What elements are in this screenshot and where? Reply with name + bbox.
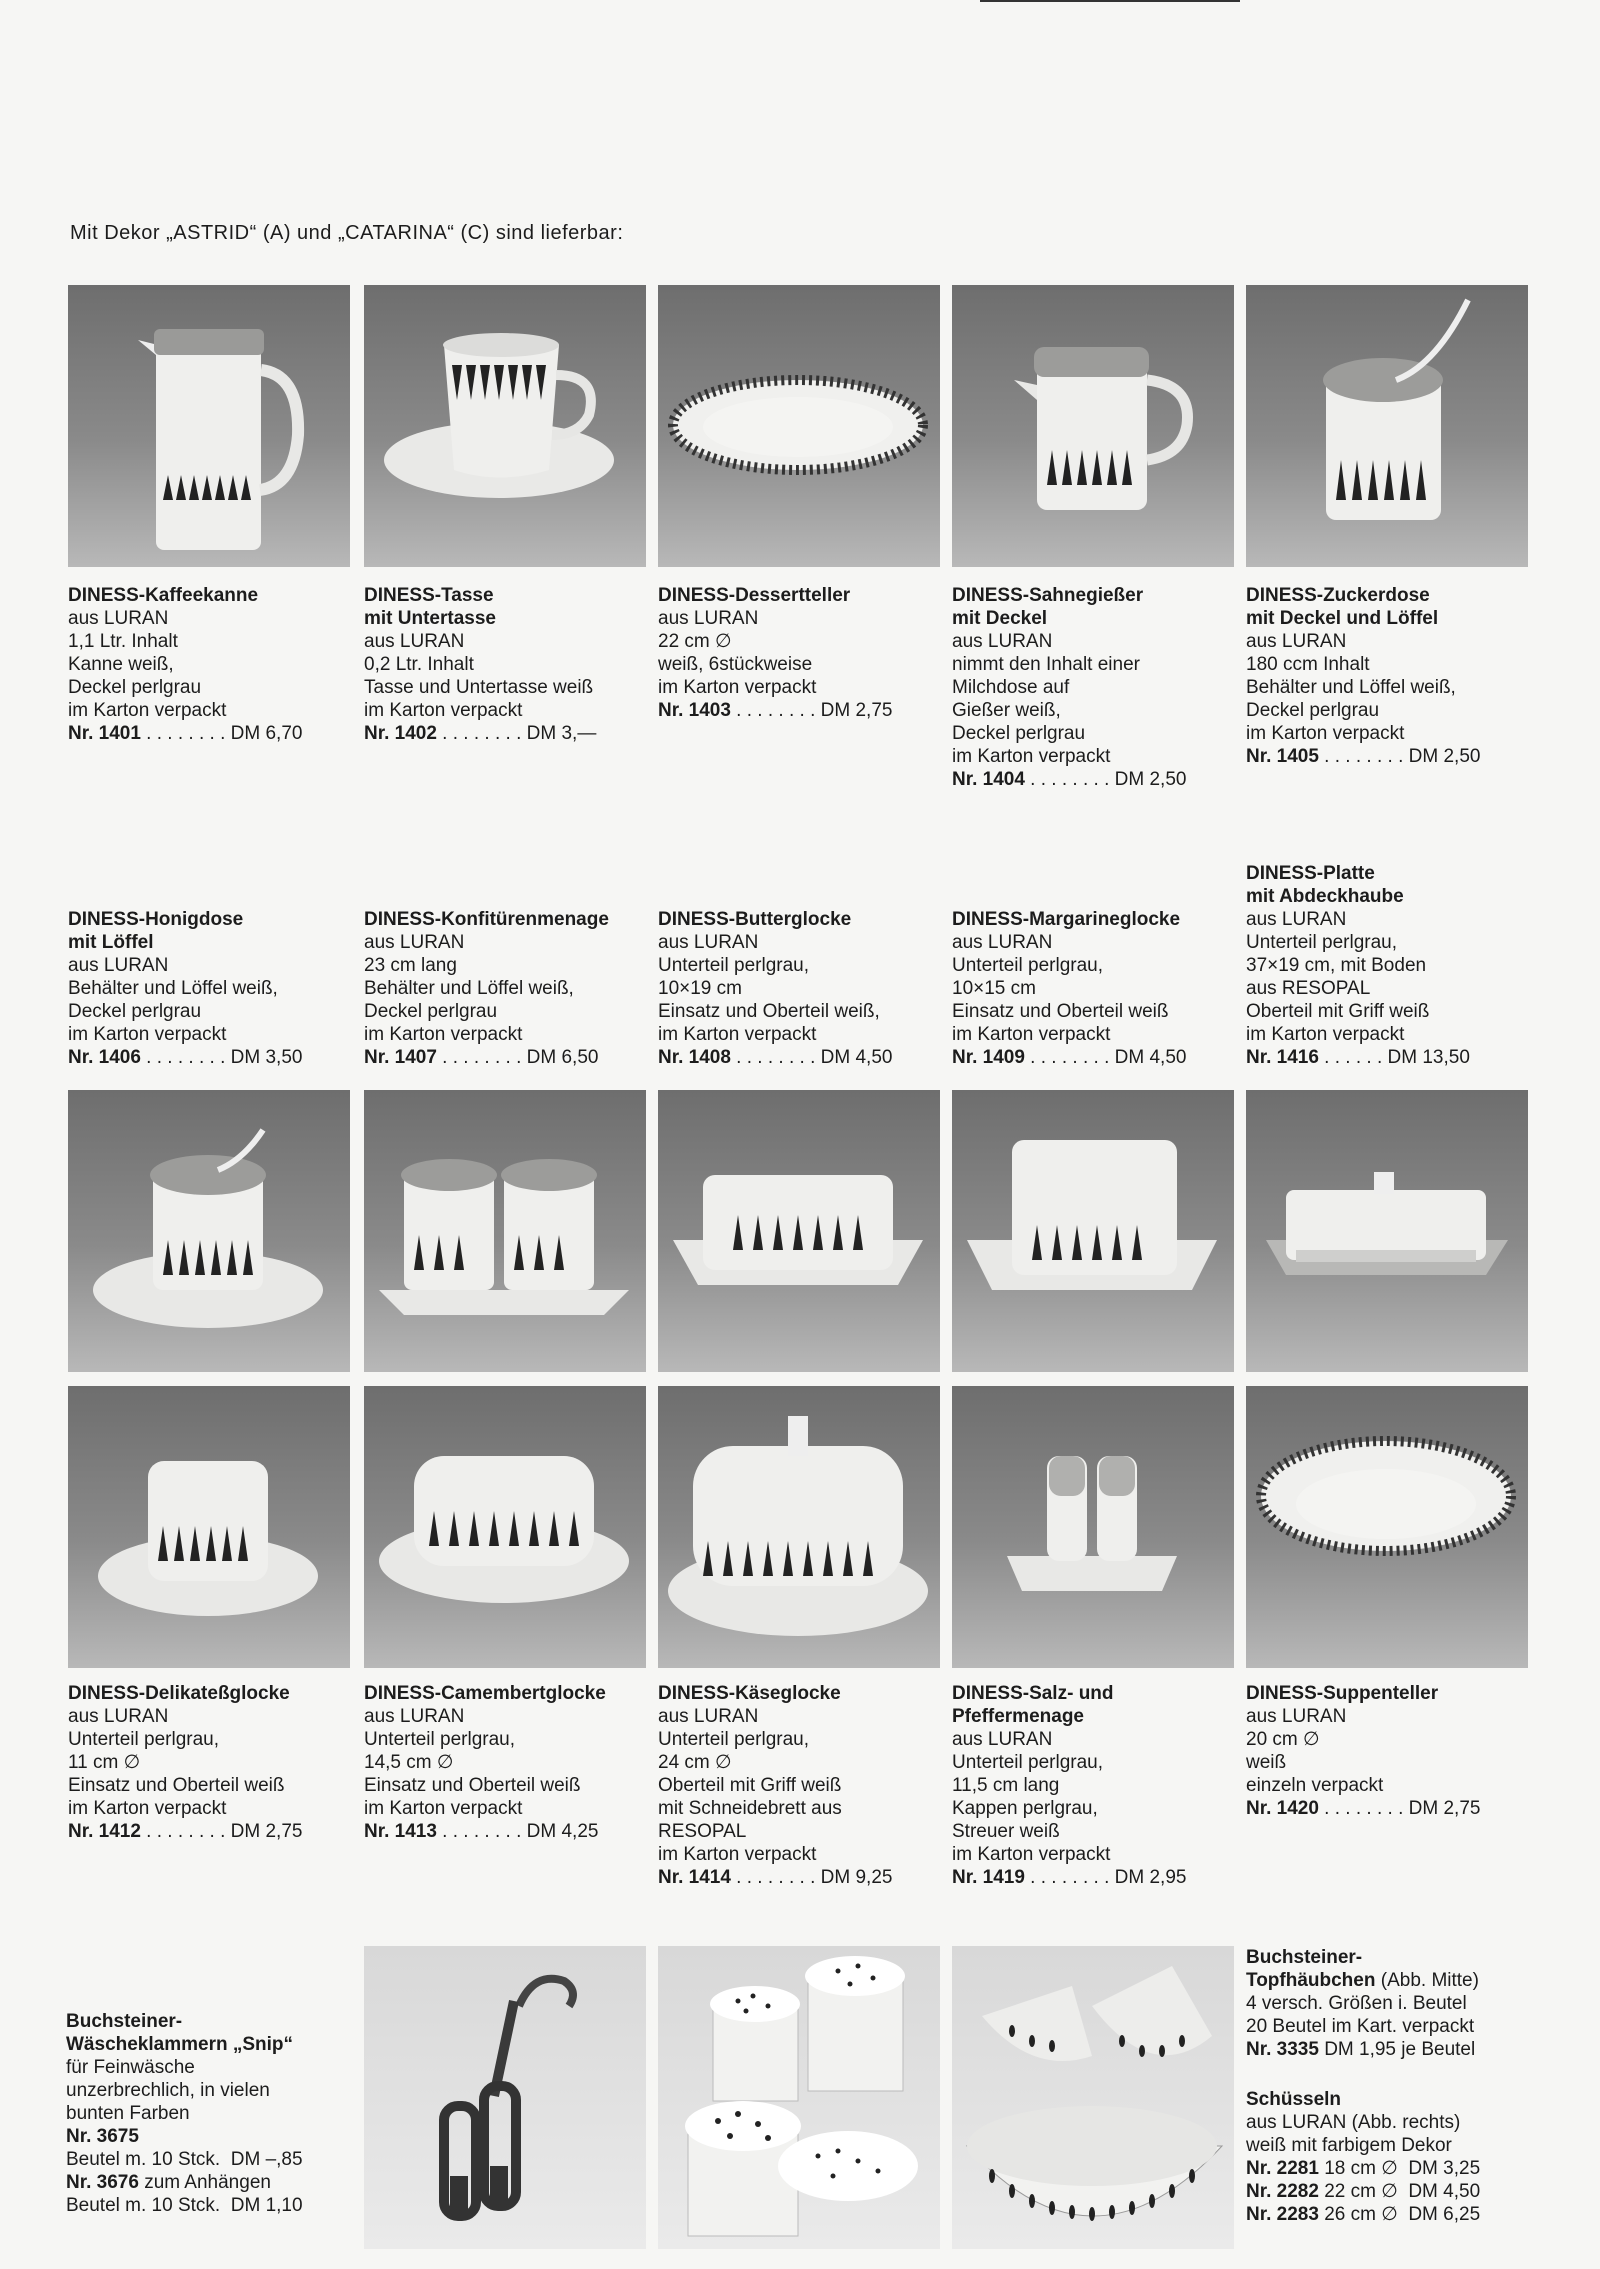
photo-suppenteller xyxy=(1246,1386,1528,1668)
desc-1416: DINESS-Platte mit Abdeckhaube aus LURAN Unterteil perlgrau, 37×19 cm, mit Boden aus RESOPAL Oberteil mit Griff weiß im Karton verpackt Nr. 1416 . . . . . . DM 13,50 xyxy=(1246,863,1470,1068)
desc-1409: DINESS-Margarineglocke aus LURAN Unterteil perlgrau, 10×15 cm Einsatz und Oberteil weiß im Karton verpackt Nr. 1409 . . . . . . . . DM 4,50 xyxy=(952,909,1187,1068)
photo-salz-pfeffer xyxy=(952,1386,1234,1668)
photo-sahnegiesser xyxy=(952,285,1234,567)
photo-zuckerdose xyxy=(1246,285,1528,567)
desc-1419: DINESS-Salz- und Pfeffermenage aus LURAN Unterteil perlgrau, 11,5 cm lang Kappen perlgrau, Streuer weiß im Karton verpackt Nr. 1419 . . . . . . . . DM 2,95 xyxy=(952,1683,1187,1888)
desc-snip: Buchsteiner- Wäscheklammern „Snip“ für Feinwäsche unzerbrechlich, in vielen bunten Farben Nr. 3675 Beutel m. 10 Stck. DM –,85 Nr. 3676 zum Anhängen Beutel m. 10 Stck. DM 1,10 xyxy=(66,2011,303,2216)
photo-honigdose xyxy=(68,1090,350,1372)
desc-1412: DINESS-Delikateßglocke aus LURAN Unterteil perlgrau, 11 cm ∅ Einsatz und Oberteil weiß im Karton verpackt Nr. 1412 . . . . . . . . DM 2,75 xyxy=(68,1683,303,1842)
desc-1405: DINESS-Zuckerdose mit Deckel und Löffel aus LURAN 180 ccm Inhalt Behälter und Löffel weiß, Deckel perlgrau im Karton verpackt Nr. 1405 . . . . . . . . DM 2,50 xyxy=(1246,585,1481,767)
desc-1407: DINESS-Konfitürenmenage aus LURAN 23 cm lang Behälter und Löffel weiß, Deckel perlgrau im Karton verpackt Nr. 1407 . . . . . . . . DM 6,50 xyxy=(364,909,609,1068)
desc-1401: DINESS-Kaffeekanne aus LURAN 1,1 Ltr. Inhalt Kanne weiß, Deckel perlgrau im Karton verpackt Nr. 1401 . . . . . . . . DM 6,70 xyxy=(68,585,303,744)
desc-1404: DINESS-Sahnegießer mit Deckel aus LURAN nimmt den Inhalt einer Milchdose auf Gießer weiß, Deckel perlgrau im Karton verpackt Nr. 1404 . . . . . . . . DM 2,50 xyxy=(952,585,1187,790)
photo-kaeseglocke xyxy=(658,1386,940,1668)
desc-1408: DINESS-Butterglocke aus LURAN Unterteil perlgrau, 10×19 cm Einsatz und Oberteil weiß, im Karton verpackt Nr. 1408 . . . . . . . . DM 4,50 xyxy=(658,909,893,1068)
desc-1406: DINESS-Honigdose mit Löffel aus LURAN Behälter und Löffel weiß, Deckel perlgrau im Karton verpackt Nr. 1406 . . . . . . . . DM 3,50 xyxy=(68,909,303,1068)
desc-1402: DINESS-Tasse mit Untertasse aus LURAN 0,2 Ltr. Inhalt Tasse und Untertasse weiß im Karton verpackt Nr. 1402 . . . . . . . . DM 3,— xyxy=(364,585,597,744)
desc-1413: DINESS-Camembertglocke aus LURAN Unterteil perlgrau, 14,5 cm ∅ Einsatz und Oberteil weiß im Karton verpackt Nr. 1413 . . . . . . . . DM 4,25 xyxy=(364,1683,606,1842)
photo-kaffeekanne xyxy=(68,285,350,567)
photo-waescheklammern xyxy=(364,1946,646,2249)
photo-schuesseln xyxy=(952,1946,1234,2249)
desc-schuesseln: Schüsseln aus LURAN (Abb. rechts) weiß mit farbigem Dekor Nr. 2281 18 cm ∅ DM 3,25 Nr. 2282 22 cm ∅ DM 4,50 Nr. 2283 26 cm ∅ DM 6,25 xyxy=(1246,2089,1481,2225)
photo-tasse xyxy=(364,285,646,567)
photo-butterglocke xyxy=(658,1090,940,1372)
photo-delikatessglocke xyxy=(68,1386,350,1668)
intro-text: Mit Dekor „ASTRID“ (A) und „CATARINA“ (C) sind lieferbar: xyxy=(70,222,624,244)
photo-dessertteller xyxy=(658,285,940,567)
photo-topfhaeubchen xyxy=(658,1946,940,2249)
desc-1420: DINESS-Suppenteller aus LURAN 20 cm ∅ weiß einzeln verpackt Nr. 1420 . . . . . . . . DM 2,75 xyxy=(1246,1683,1481,1819)
desc-topfhaeubchen: Buchsteiner- Topfhäubchen (Abb. Mitte) 4 versch. Größen i. Beutel 20 Beutel im Kart. verpackt Nr. 3335 DM 1,95 je Beutel xyxy=(1246,1947,1479,2060)
photo-camembertglocke xyxy=(364,1386,646,1668)
desc-1403: DINESS-Dessertteller aus LURAN 22 cm ∅ weiß, 6stückweise im Karton verpackt Nr. 1403 . . . . . . . . DM 2,75 xyxy=(658,585,893,721)
desc-1414: DINESS-Käseglocke aus LURAN Unterteil perlgrau, 24 cm ∅ Oberteil mit Griff weiß mit Schneidebrett aus RESOPAL im Karton verpackt Nr. 1414 . . . . . . . . DM 9,25 xyxy=(658,1683,893,1888)
photo-platte xyxy=(1246,1090,1528,1372)
photo-margarineglocke xyxy=(952,1090,1234,1372)
top-rule xyxy=(980,0,1240,2)
photo-konfituerenmenage xyxy=(364,1090,646,1372)
